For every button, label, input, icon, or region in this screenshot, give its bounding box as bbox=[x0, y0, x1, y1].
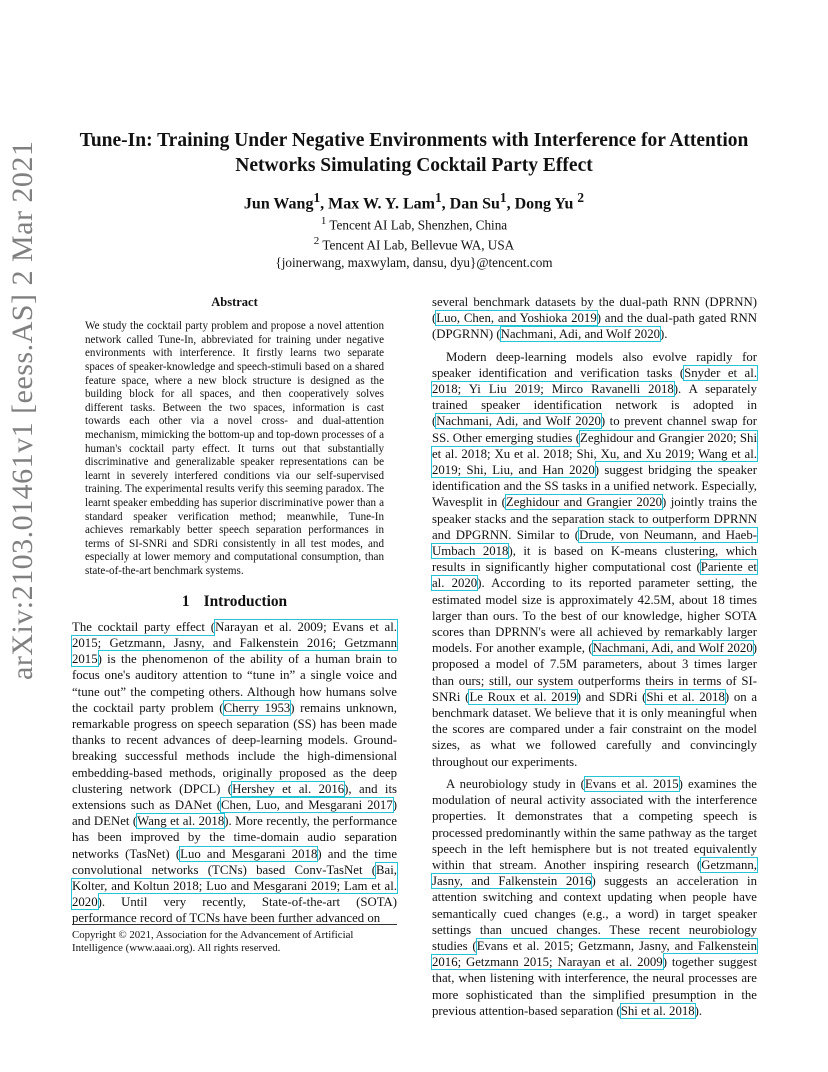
copyright-footnote: Copyright © 2021, Association for the Advancement of Artificial Intelligence (www.aaai.org). All rights reserved. bbox=[72, 924, 397, 955]
affil-mark: 2 bbox=[313, 235, 320, 248]
citation-link[interactable]: Cherry 1953 bbox=[223, 700, 291, 715]
intro-paragraph-1 bbox=[72, 619, 397, 927]
author-4: Dong Yu bbox=[514, 195, 574, 213]
author-emails: {joinerwang, maxwylam, dansu, dyu}@tencent.com bbox=[275, 254, 553, 270]
text-run: ) together suggest that, when listening with interference, the neural processes are more sophisticated than the simplified presumption in the previous attention-based separation ( bbox=[432, 955, 757, 1018]
arxiv-identifier: arXiv:2103.01461v1 [eess.AS] 2 Mar 2021 bbox=[6, 140, 39, 680]
text-run: several benchmark datasets by the dual-path RNN (DPRNN) ( bbox=[432, 295, 757, 326]
affil-mark: 1 bbox=[434, 190, 442, 205]
paper-title bbox=[60, 128, 768, 178]
citation-link[interactable]: Getzmann, Jasny, and Falkenstein 2016 bbox=[432, 857, 757, 889]
author-1: Jun Wang bbox=[243, 195, 314, 213]
citation-link[interactable]: Nachmani, Adi, and Wolf 2020 bbox=[500, 327, 660, 342]
text-run: ). bbox=[660, 327, 668, 342]
affiliation-2-text: Tencent AI Lab, Bellevue WA, USA bbox=[322, 237, 515, 253]
text-run: ) proposed a model of 7.5M parameters, about 3 times larger than ours; still, our system outperforms theirs in terms of SI-SNRi ( bbox=[432, 641, 757, 704]
text-run: ) to prevent channel swap for SS. Other emerging studies ( bbox=[432, 414, 757, 445]
affil-mark: 1 bbox=[313, 190, 321, 205]
text-run: ) and DENet ( bbox=[72, 797, 397, 829]
text-run: A neurobiology study in ( bbox=[446, 776, 585, 791]
left-column bbox=[72, 294, 397, 927]
citation-link[interactable]: Narayan et al. 2009; Evans et al. 2015; Getzmann, Jasny, and Falkenstein 2016; Getzmann 2015 bbox=[72, 619, 397, 667]
author-3: Dan Su bbox=[449, 195, 500, 213]
title-line-1: Tune-In: Training Under Negative Environments with Interference for Attention bbox=[79, 130, 749, 151]
citation-link[interactable]: Le Roux et al. 2019 bbox=[469, 689, 577, 704]
text-run: ). More recently, the performance has been improved by the time-domain audio separation networks (TasNet) ( bbox=[72, 814, 397, 861]
text-run: ). Until very recently, State-of-the-art (SOTA) performance record of TCNs have been further advanced on bbox=[72, 895, 397, 926]
affiliation-1 bbox=[60, 213, 768, 233]
citation-link[interactable]: Luo, Chen, and Yoshioka 2019 bbox=[436, 311, 597, 326]
section-number: 1 bbox=[181, 593, 190, 611]
right-paragraph-1 bbox=[432, 349, 757, 770]
text-run: ) and the dual-path gated RNN (DPGRNN) ( bbox=[432, 311, 757, 342]
citation-link[interactable]: Hershey et al. 2016 bbox=[232, 781, 345, 796]
affiliations bbox=[60, 213, 768, 271]
text-run: ) examines the modulation of neural activity associated with the interference properties. It demonstrates that a competing speech is processed predominantly within the same pathway as the target speech in the left hemisphere but is not treated equivalently within that stream. Another inspiring research ( bbox=[432, 776, 757, 872]
citation-link[interactable]: Nachmani, Adi, and Wolf 2020 bbox=[592, 641, 753, 656]
text-run: ), it is based on K-means clustering, which results in significantly higher computational cost ( bbox=[432, 544, 757, 575]
right-paragraph-0 bbox=[432, 294, 757, 343]
text-run: ) on a benchmark dataset. We believe that it is only meaningful when the scores are compared under a fair constraint on the model sizes, as what we followed carefully and convincingly throughout our experiments. bbox=[432, 689, 758, 769]
title-line-2: Networks Simulating Cocktail Party Effect bbox=[235, 155, 593, 176]
text-run: ) and SDRi ( bbox=[576, 689, 647, 704]
text-run: Modern deep-learning models also evolve rapidly for speaker identification and verification tasks ( bbox=[432, 349, 757, 380]
citation-link[interactable]: Drude, von Neumann, and Haeb-Umbach 2018 bbox=[432, 527, 757, 559]
text-run: The cocktail party effect ( bbox=[72, 619, 216, 634]
text-run: ) is the phenomenon of the ability of a human brain to focus one's auditory attention to “tune in” a single voice and “tune out” the competing others. Although how humans solve the cocktail party problem ( bbox=[72, 652, 397, 715]
separator: , bbox=[441, 195, 450, 213]
section-title: Introduction bbox=[203, 593, 288, 611]
text-run: ). According to its reported parameter setting, the estimated model size is approximately 42.5M, about 18 times larger than ours. To the best of our knowledge, higher SOTA scores than DPRNN's were all achieved by remarkably larger models. For another example, ( bbox=[432, 576, 757, 656]
right-paragraph-2 bbox=[432, 776, 757, 1019]
text-run: ). bbox=[694, 1003, 703, 1018]
citation-link[interactable]: Chen, Luo, and Mesgarani 2017 bbox=[221, 797, 393, 812]
affil-mark: 2 bbox=[577, 190, 585, 205]
citation-link[interactable]: Evans et al. 2015 bbox=[584, 776, 679, 791]
text-run: ). A separately trained speaker identification network is adopted in ( bbox=[432, 382, 757, 429]
citation-link[interactable]: Shi et al. 2018 bbox=[620, 1003, 695, 1018]
affiliation-1-text: Tencent AI Lab, Shenzhen, China bbox=[329, 217, 508, 233]
text-run: ) suggests an acceleration in attention switching and context updating when people have semantically cued changes (e.g., a word) in target speaker settings than uncued changes. These recent neurobiology studies ( bbox=[432, 874, 757, 953]
affil-mark: 1 bbox=[320, 215, 327, 227]
citation-link[interactable]: Wang et al. 2018 bbox=[137, 814, 225, 829]
citation-link[interactable]: Luo and Mesgarani 2018 bbox=[180, 846, 318, 861]
affil-mark: 1 bbox=[499, 190, 507, 205]
text-run: ) remains unknown, remarkable progress on speech separation (SS) has been made thanks to recent advances of deep-learning models. Ground-breaking successful methods include the high-dimensional embedding-based methods, originally proposed as the deep clustering network (DPCL) ( bbox=[72, 700, 397, 796]
citation-link[interactable]: Pariente et al. 2020 bbox=[432, 560, 757, 591]
abstract-body: We study the cocktail party problem and propose a novel attention network called Tune-In, abbreviated for training under negative environments with interference. It firstly learns two separate spaces of speaker-knowledge and speech-stimuli based on a shared feature space, where a new block structure is designed as the building block for all spaces, and then cooperatively solves different tasks. Between the two spaces, information is cast towards each other via a novel cross- and dual-attention mechanism, mimicking the bottom-up and top-down processes of a human's cocktail party effect. It turns out that substantially discriminative and generalizable speaker representations can be learnt in severely interfered conditions via our self-supervised training. The experimental results verify this seeming paradox. The learnt speaker embedding has superior discriminative power than a standard speaker verification method; meanwhile, Tune-In achieves remarkably better speech separation performances in terms of SI-SNRi and SDRi consistently in all test modes, and especially at lower memory and computational consumption, than state-of-the-art benchmark systems. bbox=[85, 320, 384, 577]
citation-link[interactable]: Zeghidour and Grangier 2020 bbox=[505, 495, 663, 510]
text-run: ), and its extensions such as DANet ( bbox=[72, 781, 397, 812]
author-list bbox=[60, 190, 768, 213]
affiliation-2 bbox=[60, 233, 768, 253]
text-run: ) jointly trains the speaker stacks and the separation stack to outperform DPRNN and DPGRNN. Similar to ( bbox=[432, 495, 758, 542]
citation-link[interactable]: Nachmani, Adi, and Wolf 2020 bbox=[436, 414, 601, 429]
separator: , bbox=[320, 195, 329, 213]
separator: , bbox=[506, 195, 515, 213]
text-run: ) and the time convolutional networks (TCNs) based Conv-TasNet ( bbox=[72, 846, 398, 877]
section-heading-introduction bbox=[72, 594, 397, 610]
right-column bbox=[432, 294, 757, 1019]
citation-link[interactable]: Evans et al. 2015; Getzmann, Jasny, and Falkenstein 2016; Getzmann 2015; Narayan et al. 2009 bbox=[432, 938, 757, 970]
citation-link[interactable]: Shi et al. 2018 bbox=[646, 689, 725, 704]
abstract-heading: Abstract bbox=[211, 295, 258, 309]
text-run: ) suggest bridging the speaker identification and the SS tasks in a unified network. Especially, Wavesplit in ( bbox=[432, 463, 757, 510]
citation-link[interactable]: Bai, Kolter, and Koltun 2018; Luo and Mesgarani 2019; Lam et al. 2020 bbox=[72, 862, 397, 910]
citation-link[interactable]: Zeghidour and Grangier 2020; Shi et al. 2018; Xu et al. 2018; Shi, Xu, and Xu 2019; Wang et al. 2019; Shi, Liu, and Han 2020 bbox=[432, 430, 757, 478]
author-2: Max W. Y. Lam bbox=[328, 195, 435, 213]
citation-link[interactable]: Snyder et al. 2018; Yi Liu 2019; Mirco Ravanelli 2018 bbox=[432, 365, 757, 397]
